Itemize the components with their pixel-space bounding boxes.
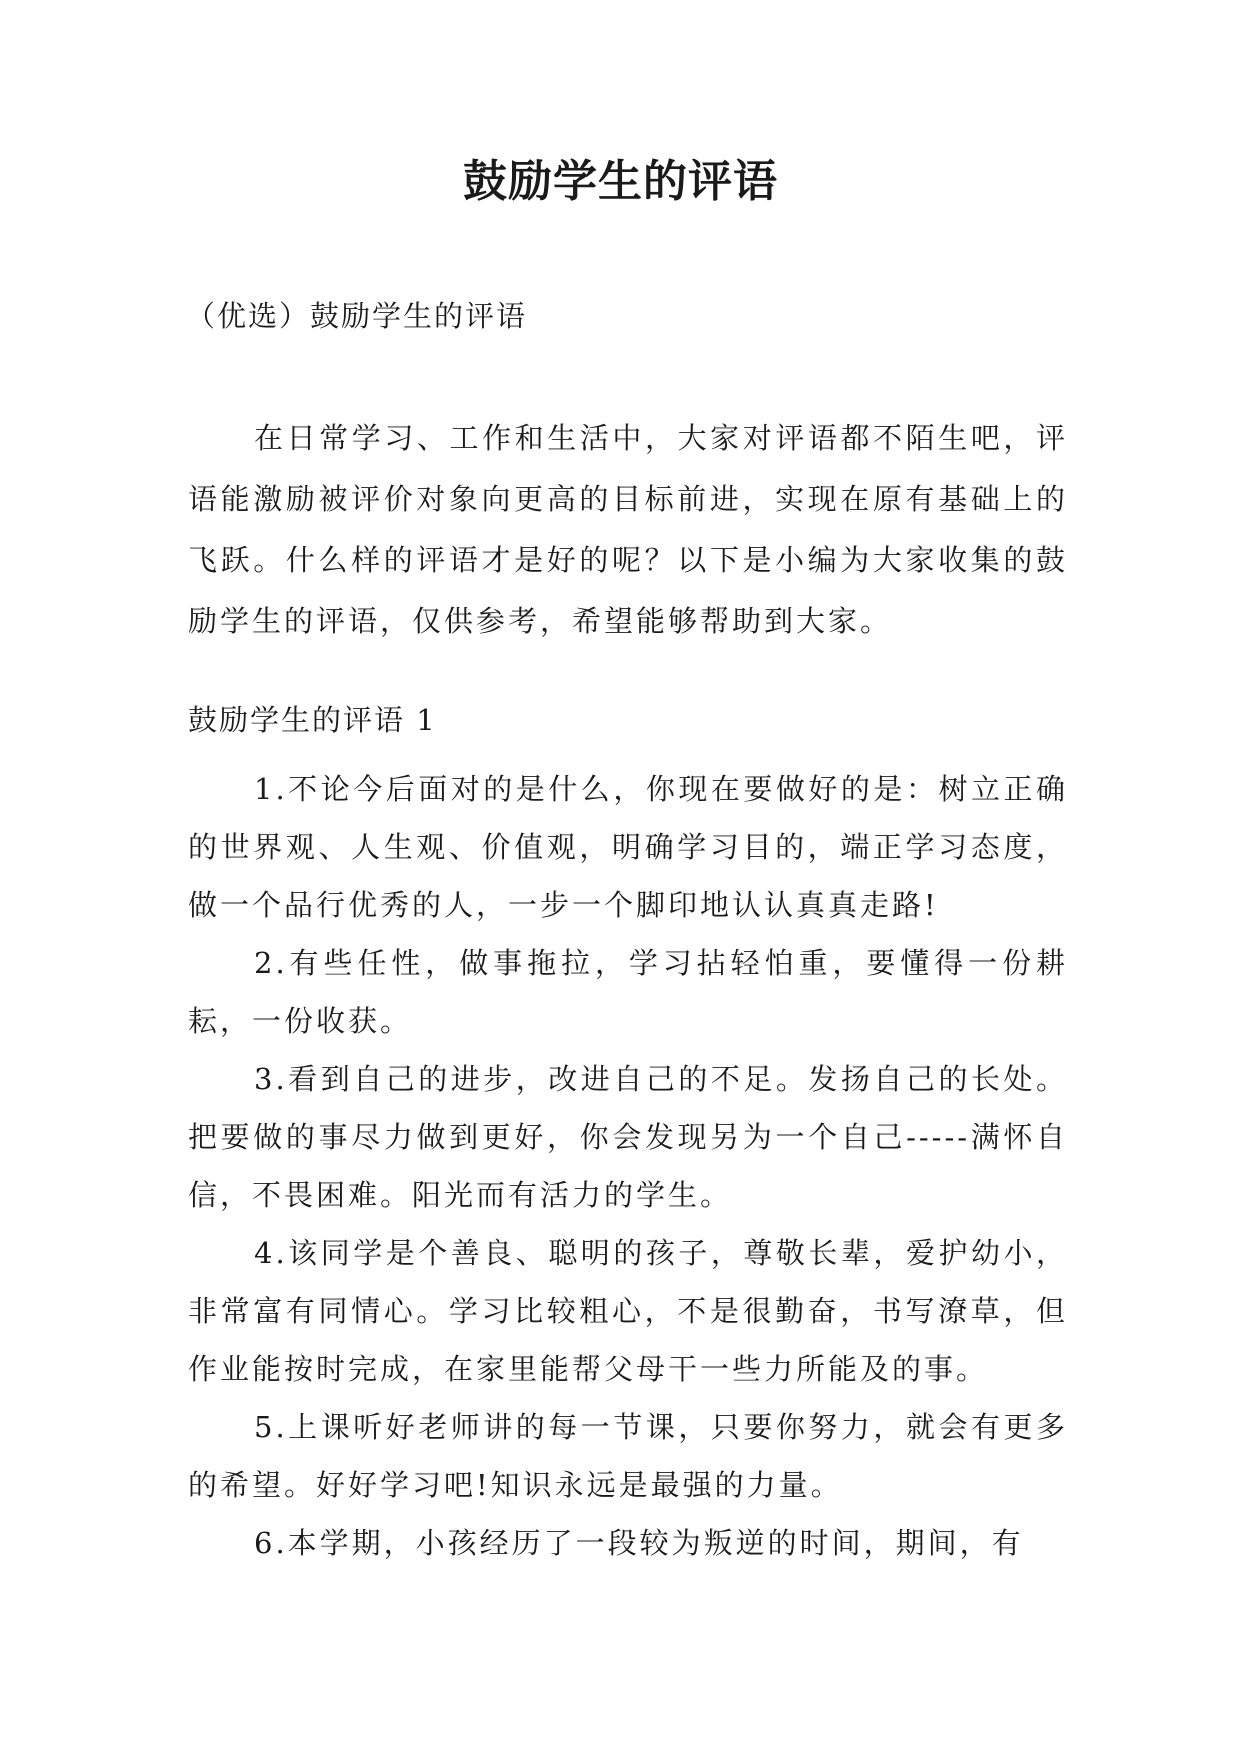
intro-paragraph: 在日常学习、工作和生活中，大家对评语都不陌生吧，评语能激励被评价对象向更高的目标前进，实现在原有基础上的飞跃。什么样的评语才是好的呢？以下是小编为大家收集的鼓励学生的评语，仅供参考，希望能够帮助到大家。 xyxy=(188,421,1068,638)
comment-list xyxy=(188,760,1068,1572)
comment-item-6: 6.本学期，小孩经历了一段较为叛逆的时间，期间，有 xyxy=(254,1526,1024,1560)
document-subtitle: （优选）鼓励学生的评语 xyxy=(186,299,528,333)
comment-item-3: 3.看到自己的进步，改进自己的不足。发扬自己的长处。把要做的事尽力做到更好，你会发现另为一个自己-----满怀自信，不畏困难。阳光而有活力的学生。 xyxy=(188,1062,1068,1212)
page-title: 鼓励学生的评语 xyxy=(463,156,778,207)
comment-item-5: 5.上课听好老师讲的每一节课，只要你努力，就会有更多的希望。好好学习吧!知识永远是最强的力量。 xyxy=(188,1410,1068,1502)
comment-item-1: 1.不论今后面对的是什么，你现在要做好的是：树立正确的世界观、人生观、价值观，明确学习目的，端正学习态度，做一个品行优秀的人，一步一个脚印地认认真真走路! xyxy=(188,772,1068,922)
comment-item-4: 4.该同学是个善良、聪明的孩子，尊敬长辈，爱护幼小，非常富有同情心。学习比较粗心，不是很勤奋，书写潦草，但作业能按时完成，在家里能帮父母干一些力所能及的事。 xyxy=(188,1236,1068,1386)
comment-item-2: 2.有些任性，做事拖拉，学习拈轻怕重，要懂得一份耕耘，一份收获。 xyxy=(188,946,1068,1038)
section-heading: 鼓励学生的评语 1 xyxy=(188,703,437,737)
